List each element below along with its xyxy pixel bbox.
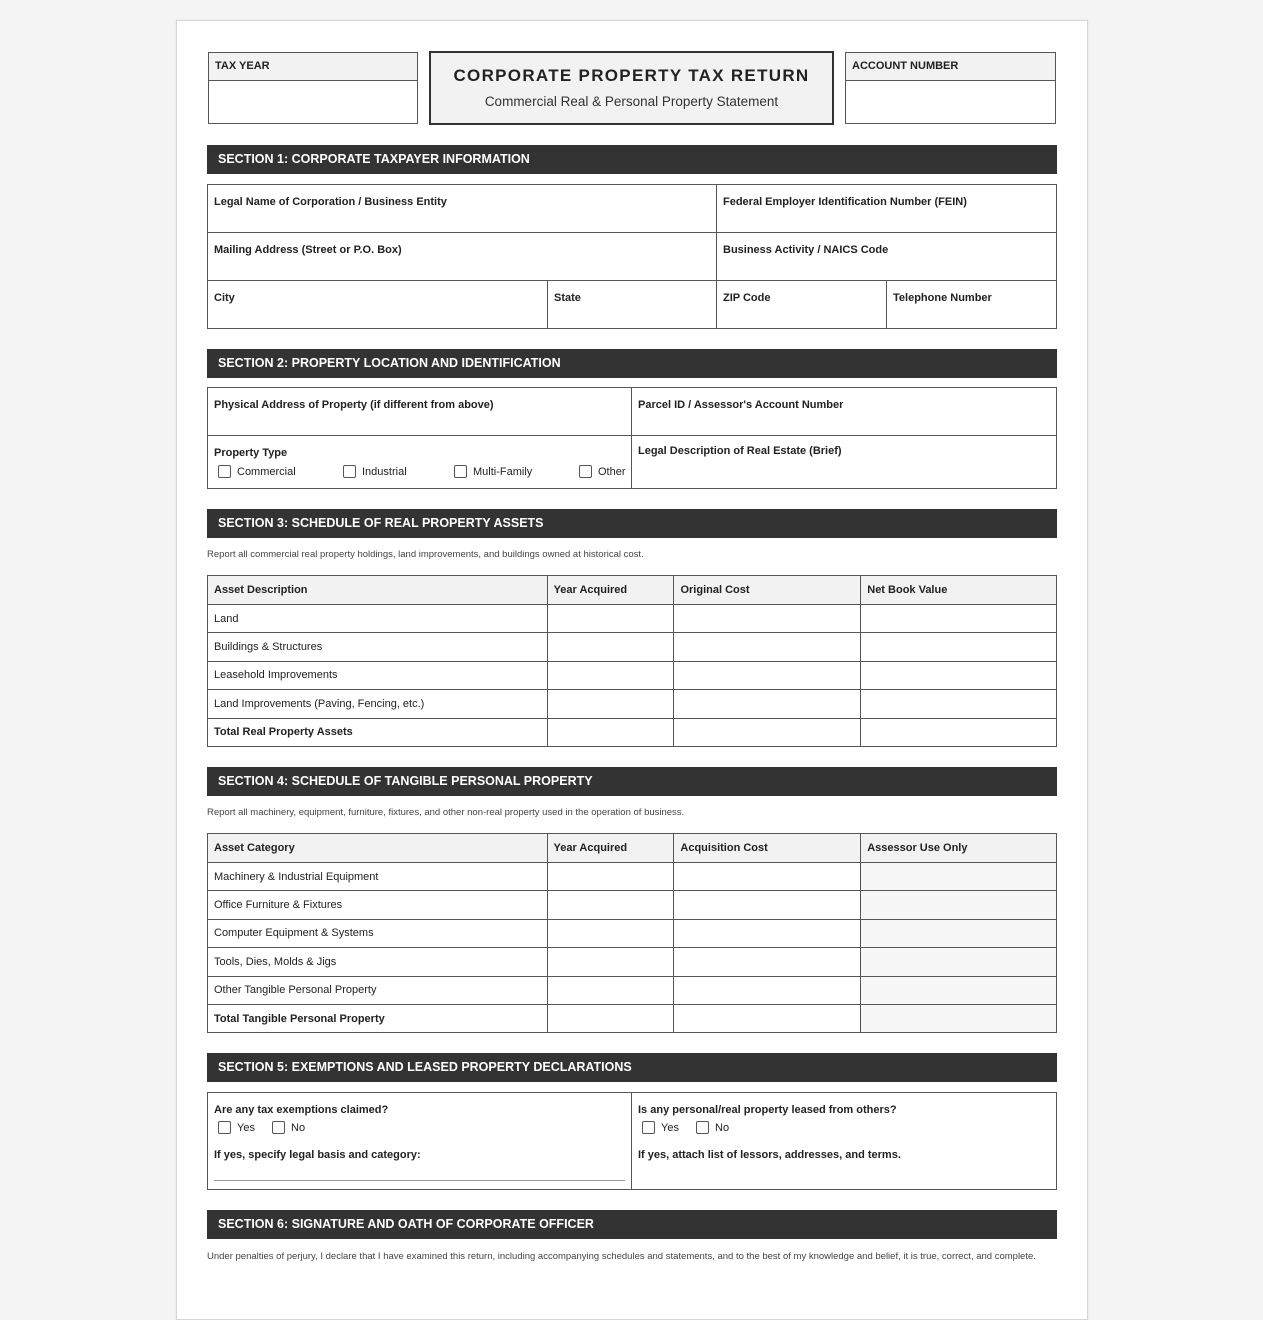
section1-grid	[207, 184, 1057, 329]
assessor-use-cell	[861, 919, 1057, 947]
form-subtitle: Commercial Real & Personal Property Statement	[484, 94, 779, 109]
physical-address-label: Physical Address of Property (if different from above)	[214, 399, 494, 411]
net-book-value-cell[interactable]	[861, 605, 1057, 633]
exemptions-followup: If yes, specify legal basis and category:	[214, 1149, 421, 1161]
original-cost-cell[interactable]	[674, 633, 861, 661]
assessor-use-cell	[861, 1004, 1057, 1032]
year-acquired-cell[interactable]	[547, 948, 674, 976]
property-type-commercial[interactable]	[218, 465, 296, 478]
acquisition-cost-cell[interactable]	[674, 1004, 861, 1032]
leased-no-checkbox[interactable]	[696, 1121, 709, 1134]
table-header-row	[208, 576, 1057, 605]
year-acquired-cell[interactable]	[547, 718, 674, 746]
section1-header: SECTION 1: CORPORATE TAXPAYER INFORMATION	[207, 145, 1057, 174]
year-acquired-cell[interactable]	[547, 891, 674, 919]
year-acquired-cell[interactable]	[547, 690, 674, 718]
assessor-use-cell	[861, 976, 1057, 1004]
total-row	[208, 718, 1057, 746]
tax-year-label: TAX YEAR	[209, 53, 417, 81]
table-row	[208, 633, 1057, 661]
net-book-value-cell[interactable]	[861, 661, 1057, 689]
column-header: Acquisition Cost	[674, 834, 861, 863]
industrial-checkbox[interactable]	[343, 465, 356, 478]
row-label: Land Improvements (Paving, Fencing, etc.)	[208, 690, 548, 718]
original-cost-cell[interactable]	[674, 605, 861, 633]
year-acquired-cell[interactable]	[547, 1004, 674, 1032]
leased-no-option[interactable]	[696, 1121, 729, 1134]
total-label: Total Tangible Personal Property	[208, 1004, 548, 1032]
column-header: Year Acquired	[547, 576, 674, 605]
row-label: Office Furniture & Fixtures	[208, 891, 548, 919]
total-label: Total Real Property Assets	[208, 718, 548, 746]
table-row	[208, 919, 1057, 947]
section6-header: SECTION 6: SIGNATURE AND OATH OF CORPORATE OFFICER	[207, 1210, 1057, 1239]
original-cost-cell[interactable]	[674, 718, 861, 746]
year-acquired-cell[interactable]	[547, 661, 674, 689]
row-label: Land	[208, 605, 548, 633]
column-header: Assessor Use Only	[861, 834, 1057, 863]
table-row	[208, 863, 1057, 891]
parcel-id-label: Parcel ID / Assessor's Account Number	[638, 399, 844, 411]
table-header-row	[208, 834, 1057, 863]
multi-family-label: Multi-Family	[473, 465, 533, 478]
account-number-label: ACCOUNT NUMBER	[846, 53, 1055, 81]
physical-address-field[interactable]	[208, 388, 632, 436]
original-cost-cell[interactable]	[674, 661, 861, 689]
year-acquired-cell[interactable]	[547, 976, 674, 1004]
commercial-checkbox[interactable]	[218, 465, 231, 478]
acquisition-cost-cell[interactable]	[674, 948, 861, 976]
other-label: Other	[598, 465, 626, 478]
exemptions-group	[208, 1093, 632, 1189]
property-type-industrial[interactable]	[343, 465, 407, 478]
property-type-label: Property Type	[214, 447, 288, 459]
property-type-other[interactable]	[579, 465, 626, 478]
column-header: Original Cost	[674, 576, 861, 605]
section2-header: SECTION 2: PROPERTY LOCATION AND IDENTIFICATION	[207, 349, 1057, 378]
table-row	[208, 948, 1057, 976]
city-label: City	[214, 292, 235, 304]
form-title: CORPORATE PROPERTY TAX RETURN	[453, 66, 810, 85]
table-row	[208, 891, 1057, 919]
column-header: Asset Description	[208, 576, 548, 605]
tax-year-field[interactable]	[209, 81, 417, 123]
section3-note: Report all commercial real property holdings, land improvements, and buildings owned at historical cost.	[207, 549, 644, 560]
mailing-address-field[interactable]	[208, 233, 717, 281]
assessor-use-cell	[861, 948, 1057, 976]
naics-field[interactable]	[717, 233, 1056, 281]
commercial-label: Commercial	[237, 465, 296, 478]
telephone-field[interactable]	[887, 281, 1056, 328]
real-property-table	[207, 575, 1057, 747]
column-header: Asset Category	[208, 834, 548, 863]
property-type-group	[208, 436, 632, 488]
year-acquired-cell[interactable]	[547, 919, 674, 947]
table-row	[208, 976, 1057, 1004]
exemptions-yes-checkbox[interactable]	[218, 1121, 231, 1134]
no-label: No	[715, 1121, 730, 1134]
year-acquired-cell[interactable]	[547, 633, 674, 661]
row-label: Tools, Dies, Molds & Jigs	[208, 948, 548, 976]
state-field[interactable]	[548, 281, 717, 328]
total-row	[208, 1004, 1057, 1032]
yes-label: Yes	[237, 1121, 255, 1134]
property-type-multi-family[interactable]	[454, 465, 532, 478]
year-acquired-cell[interactable]	[547, 605, 674, 633]
yes-label: Yes	[661, 1121, 679, 1134]
exemptions-basis-field[interactable]	[214, 1165, 625, 1181]
acquisition-cost-cell[interactable]	[674, 976, 861, 1004]
multi-family-checkbox[interactable]	[454, 465, 467, 478]
no-label: No	[291, 1121, 306, 1134]
oath-text: Under penalties of perjury, I declare that I have examined this return, including accompanying schedules and statements, and to the best of my knowledge and belief, it is true, correct, and complete.	[207, 1251, 1036, 1262]
exemptions-yes-option[interactable]	[218, 1121, 255, 1134]
city-field[interactable]	[208, 281, 548, 328]
fein-label: Federal Employer Identification Number (FEIN)	[723, 196, 967, 208]
assessor-use-cell	[861, 863, 1057, 891]
acquisition-cost-cell[interactable]	[674, 891, 861, 919]
form-page	[176, 20, 1088, 1320]
acquisition-cost-cell[interactable]	[674, 863, 861, 891]
mailing-address-label: Mailing Address (Street or P.O. Box)	[214, 244, 402, 256]
row-label: Computer Equipment & Systems	[208, 919, 548, 947]
row-label: Other Tangible Personal Property	[208, 976, 548, 1004]
leased-yes-checkbox[interactable]	[642, 1121, 655, 1134]
row-label: Leasehold Improvements	[208, 661, 548, 689]
section3-header: SECTION 3: SCHEDULE OF REAL PROPERTY ASSETS	[207, 509, 1057, 538]
net-book-value-cell[interactable]	[861, 718, 1057, 746]
leased-question: Is any personal/real property leased from others?	[638, 1104, 897, 1116]
row-label: Machinery & Industrial Equipment	[208, 863, 548, 891]
table-row	[208, 690, 1057, 718]
column-header: Net Book Value	[861, 576, 1057, 605]
section5-header: SECTION 5: EXEMPTIONS AND LEASED PROPERTY DECLARATIONS	[207, 1053, 1057, 1082]
legal-description-label: Legal Description of Real Estate (Brief)	[638, 445, 842, 457]
zip-field[interactable]	[717, 281, 887, 328]
leased-yes-option[interactable]	[642, 1121, 679, 1134]
parcel-id-field[interactable]	[632, 388, 1056, 436]
section4-header: SECTION 4: SCHEDULE OF TANGIBLE PERSONAL PROPERTY	[207, 767, 1057, 796]
original-cost-cell[interactable]	[674, 690, 861, 718]
leased-group	[632, 1093, 1056, 1189]
table-row	[208, 661, 1057, 689]
zip-label: ZIP Code	[723, 292, 771, 304]
legal-name-label: Legal Name of Corporation / Business Entity	[214, 196, 447, 208]
other-checkbox[interactable]	[579, 465, 592, 478]
section4-note: Report all machinery, equipment, furniture, fixtures, and other non-real property used in the operation of business.	[207, 807, 685, 818]
exemptions-no-checkbox[interactable]	[272, 1121, 285, 1134]
assessor-use-cell	[861, 891, 1057, 919]
personal-property-table	[207, 833, 1057, 1033]
telephone-label: Telephone Number	[893, 292, 992, 304]
table-row	[208, 605, 1057, 633]
row-label: Buildings & Structures	[208, 633, 548, 661]
form-title-box	[429, 51, 834, 125]
legal-name-field[interactable]	[208, 185, 717, 233]
legal-description-field[interactable]	[632, 436, 1056, 488]
account-number-field[interactable]	[846, 81, 1055, 123]
acquisition-cost-cell[interactable]	[674, 919, 861, 947]
tax-year-box	[208, 52, 418, 124]
net-book-value-cell[interactable]	[861, 690, 1057, 718]
industrial-label: Industrial	[362, 465, 407, 478]
leased-followup: If yes, attach list of lessors, addresses, and terms.	[638, 1149, 901, 1161]
naics-label: Business Activity / NAICS Code	[723, 244, 889, 256]
exemptions-no-option[interactable]	[272, 1121, 305, 1134]
account-number-box	[845, 52, 1056, 124]
net-book-value-cell[interactable]	[861, 633, 1057, 661]
section5-grid	[207, 1092, 1057, 1190]
year-acquired-cell[interactable]	[547, 863, 674, 891]
section2-grid	[207, 387, 1057, 489]
column-header: Year Acquired	[547, 834, 674, 863]
exemptions-question: Are any tax exemptions claimed?	[214, 1104, 389, 1116]
fein-field[interactable]	[717, 185, 1056, 233]
state-label: State	[554, 292, 581, 304]
